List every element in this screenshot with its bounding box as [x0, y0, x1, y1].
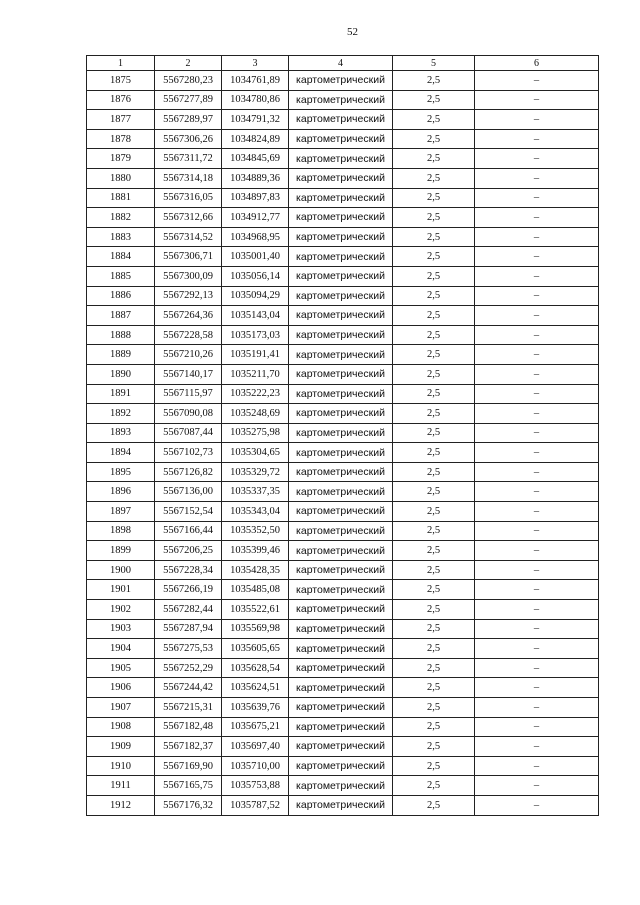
y-coordinate-cell: 1034889,36 [222, 168, 289, 188]
point-number-cell: 1906 [87, 678, 155, 698]
method-cell: картометрический [289, 580, 393, 600]
description-cell: – [475, 639, 599, 659]
description-cell: – [475, 188, 599, 208]
point-number-cell: 1902 [87, 600, 155, 620]
table-body [87, 71, 599, 816]
table-row [87, 404, 599, 424]
accuracy-cell: 2,5 [393, 404, 475, 424]
x-coordinate-cell: 5567306,71 [155, 247, 222, 267]
y-coordinate-cell: 1035624,51 [222, 678, 289, 698]
method-cell: картометрический [289, 345, 393, 365]
x-coordinate-cell: 5567228,34 [155, 560, 222, 580]
method-cell: картометрический [289, 795, 393, 815]
x-coordinate-cell: 5567300,09 [155, 266, 222, 286]
x-coordinate-cell: 5567282,44 [155, 600, 222, 620]
y-coordinate-cell: 1035675,21 [222, 717, 289, 737]
accuracy-cell: 2,5 [393, 364, 475, 384]
point-number-cell: 1910 [87, 756, 155, 776]
y-coordinate-cell: 1035605,65 [222, 639, 289, 659]
method-cell: картометрический [289, 560, 393, 580]
y-coordinate-cell: 1034968,95 [222, 227, 289, 247]
point-number-cell: 1889 [87, 345, 155, 365]
accuracy-cell: 2,5 [393, 345, 475, 365]
y-coordinate-cell: 1035485,08 [222, 580, 289, 600]
x-coordinate-cell: 5567289,97 [155, 110, 222, 130]
x-coordinate-cell: 5567206,25 [155, 541, 222, 561]
x-coordinate-cell: 5567087,44 [155, 423, 222, 443]
y-coordinate-cell: 1035710,00 [222, 756, 289, 776]
accuracy-cell: 2,5 [393, 208, 475, 228]
accuracy-cell: 2,5 [393, 110, 475, 130]
description-cell: – [475, 208, 599, 228]
accuracy-cell: 2,5 [393, 266, 475, 286]
x-coordinate-cell: 5567244,42 [155, 678, 222, 698]
accuracy-cell: 2,5 [393, 756, 475, 776]
x-coordinate-cell: 5567165,75 [155, 776, 222, 796]
point-number-cell: 1912 [87, 795, 155, 815]
table-row [87, 325, 599, 345]
method-cell: картометрический [289, 698, 393, 718]
method-cell: картометрический [289, 90, 393, 110]
accuracy-cell: 2,5 [393, 502, 475, 522]
page-number: 52 [347, 26, 358, 38]
y-coordinate-cell: 1034845,69 [222, 149, 289, 169]
description-cell: – [475, 698, 599, 718]
y-coordinate-cell: 1035337,35 [222, 482, 289, 502]
point-number-cell: 1888 [87, 325, 155, 345]
table-row [87, 678, 599, 698]
accuracy-cell: 2,5 [393, 325, 475, 345]
point-number-cell: 1882 [87, 208, 155, 228]
description-cell: – [475, 443, 599, 463]
description-cell: – [475, 717, 599, 737]
x-coordinate-cell: 5567126,82 [155, 462, 222, 482]
table-row [87, 737, 599, 757]
description-cell: – [475, 90, 599, 110]
x-coordinate-cell: 5567169,90 [155, 756, 222, 776]
y-coordinate-cell: 1035191,41 [222, 345, 289, 365]
table-row [87, 443, 599, 463]
description-cell: – [475, 325, 599, 345]
table-row [87, 541, 599, 561]
y-coordinate-cell: 1035399,46 [222, 541, 289, 561]
column-header: 1 [87, 56, 155, 71]
x-coordinate-cell: 5567311,72 [155, 149, 222, 169]
method-cell: картометрический [289, 266, 393, 286]
method-cell: картометрический [289, 678, 393, 698]
column-header: 2 [155, 56, 222, 71]
method-cell: картометрический [289, 482, 393, 502]
table-row [87, 149, 599, 169]
point-number-cell: 1881 [87, 188, 155, 208]
accuracy-cell: 2,5 [393, 247, 475, 267]
table-row [87, 717, 599, 737]
table-row [87, 560, 599, 580]
x-coordinate-cell: 5567314,52 [155, 227, 222, 247]
table-row [87, 286, 599, 306]
description-cell: – [475, 600, 599, 620]
point-number-cell: 1901 [87, 580, 155, 600]
accuracy-cell: 2,5 [393, 188, 475, 208]
method-cell: картометрический [289, 168, 393, 188]
description-cell: – [475, 482, 599, 502]
method-cell: картометрический [289, 110, 393, 130]
accuracy-cell: 2,5 [393, 600, 475, 620]
table-row [87, 658, 599, 678]
method-cell: картометрический [289, 286, 393, 306]
point-number-cell: 1883 [87, 227, 155, 247]
table-row [87, 795, 599, 815]
point-number-cell: 1892 [87, 404, 155, 424]
table-row [87, 364, 599, 384]
y-coordinate-cell: 1035248,69 [222, 404, 289, 424]
description-cell: – [475, 110, 599, 130]
description-cell: – [475, 795, 599, 815]
accuracy-cell: 2,5 [393, 639, 475, 659]
description-cell: – [475, 658, 599, 678]
x-coordinate-cell: 5567266,19 [155, 580, 222, 600]
description-cell: – [475, 678, 599, 698]
table-row [87, 580, 599, 600]
accuracy-cell: 2,5 [393, 384, 475, 404]
table-row [87, 227, 599, 247]
accuracy-cell: 2,5 [393, 698, 475, 718]
description-cell: – [475, 266, 599, 286]
accuracy-cell: 2,5 [393, 580, 475, 600]
x-coordinate-cell: 5567102,73 [155, 443, 222, 463]
method-cell: картометрический [289, 502, 393, 522]
point-number-cell: 1877 [87, 110, 155, 130]
y-coordinate-cell: 1035056,14 [222, 266, 289, 286]
y-coordinate-cell: 1035222,23 [222, 384, 289, 404]
y-coordinate-cell: 1035428,35 [222, 560, 289, 580]
description-cell: – [475, 423, 599, 443]
accuracy-cell: 2,5 [393, 737, 475, 757]
table-row [87, 345, 599, 365]
accuracy-cell: 2,5 [393, 619, 475, 639]
x-coordinate-cell: 5567292,13 [155, 286, 222, 306]
x-coordinate-cell: 5567176,32 [155, 795, 222, 815]
description-cell: – [475, 286, 599, 306]
table-row [87, 168, 599, 188]
method-cell: картометрический [289, 384, 393, 404]
table-row [87, 600, 599, 620]
method-cell: картометрический [289, 756, 393, 776]
y-coordinate-cell: 1035343,04 [222, 502, 289, 522]
x-coordinate-cell: 5567306,26 [155, 129, 222, 149]
point-number-cell: 1908 [87, 717, 155, 737]
description-cell: – [475, 71, 599, 91]
x-coordinate-cell: 5567215,31 [155, 698, 222, 718]
description-cell: – [475, 306, 599, 326]
accuracy-cell: 2,5 [393, 306, 475, 326]
table-row [87, 756, 599, 776]
table-row [87, 423, 599, 443]
table-row [87, 521, 599, 541]
y-coordinate-cell: 1035352,50 [222, 521, 289, 541]
x-coordinate-cell: 5567182,37 [155, 737, 222, 757]
table-row [87, 247, 599, 267]
description-cell: – [475, 384, 599, 404]
table-row [87, 502, 599, 522]
table-header-row [87, 56, 599, 71]
method-cell: картометрический [289, 247, 393, 267]
description-cell: – [475, 541, 599, 561]
table-row [87, 462, 599, 482]
point-number-cell: 1880 [87, 168, 155, 188]
y-coordinate-cell: 1035787,52 [222, 795, 289, 815]
description-cell: – [475, 462, 599, 482]
method-cell: картометрический [289, 404, 393, 424]
point-number-cell: 1903 [87, 619, 155, 639]
table-row [87, 208, 599, 228]
method-cell: картометрический [289, 658, 393, 678]
y-coordinate-cell: 1035211,70 [222, 364, 289, 384]
y-coordinate-cell: 1035094,29 [222, 286, 289, 306]
y-coordinate-cell: 1034897,83 [222, 188, 289, 208]
accuracy-cell: 2,5 [393, 521, 475, 541]
point-number-cell: 1911 [87, 776, 155, 796]
accuracy-cell: 2,5 [393, 423, 475, 443]
y-coordinate-cell: 1035639,76 [222, 698, 289, 718]
point-number-cell: 1897 [87, 502, 155, 522]
method-cell: картометрический [289, 188, 393, 208]
method-cell: картометрический [289, 71, 393, 91]
accuracy-cell: 2,5 [393, 286, 475, 306]
point-number-cell: 1896 [87, 482, 155, 502]
accuracy-cell: 2,5 [393, 658, 475, 678]
point-number-cell: 1887 [87, 306, 155, 326]
x-coordinate-cell: 5567314,18 [155, 168, 222, 188]
x-coordinate-cell: 5567252,29 [155, 658, 222, 678]
accuracy-cell: 2,5 [393, 560, 475, 580]
description-cell: – [475, 404, 599, 424]
accuracy-cell: 2,5 [393, 678, 475, 698]
y-coordinate-cell: 1035628,54 [222, 658, 289, 678]
method-cell: картометрический [289, 208, 393, 228]
description-cell: – [475, 149, 599, 169]
y-coordinate-cell: 1035522,61 [222, 600, 289, 620]
method-cell: картометрический [289, 521, 393, 541]
table-row [87, 776, 599, 796]
point-number-cell: 1885 [87, 266, 155, 286]
method-cell: картометрический [289, 737, 393, 757]
point-number-cell: 1890 [87, 364, 155, 384]
accuracy-cell: 2,5 [393, 717, 475, 737]
column-header: 5 [393, 56, 475, 71]
method-cell: картометрический [289, 443, 393, 463]
point-number-cell: 1893 [87, 423, 155, 443]
accuracy-cell: 2,5 [393, 90, 475, 110]
point-number-cell: 1891 [87, 384, 155, 404]
accuracy-cell: 2,5 [393, 462, 475, 482]
y-coordinate-cell: 1035001,40 [222, 247, 289, 267]
x-coordinate-cell: 5567275,53 [155, 639, 222, 659]
x-coordinate-cell: 5567228,58 [155, 325, 222, 345]
table-row [87, 71, 599, 91]
method-cell: картометрический [289, 149, 393, 169]
description-cell: – [475, 580, 599, 600]
method-cell: картометрический [289, 364, 393, 384]
point-number-cell: 1884 [87, 247, 155, 267]
x-coordinate-cell: 5567136,00 [155, 482, 222, 502]
accuracy-cell: 2,5 [393, 71, 475, 91]
x-coordinate-cell: 5567316,05 [155, 188, 222, 208]
method-cell: картометрический [289, 325, 393, 345]
description-cell: – [475, 129, 599, 149]
point-number-cell: 1909 [87, 737, 155, 757]
description-cell: – [475, 502, 599, 522]
description-cell: – [475, 521, 599, 541]
accuracy-cell: 2,5 [393, 227, 475, 247]
column-header: 3 [222, 56, 289, 71]
table-row [87, 110, 599, 130]
y-coordinate-cell: 1035173,03 [222, 325, 289, 345]
table-row [87, 306, 599, 326]
table-row [87, 619, 599, 639]
x-coordinate-cell: 5567090,08 [155, 404, 222, 424]
point-number-cell: 1879 [87, 149, 155, 169]
point-number-cell: 1894 [87, 443, 155, 463]
x-coordinate-cell: 5567166,44 [155, 521, 222, 541]
point-number-cell: 1895 [87, 462, 155, 482]
y-coordinate-cell: 1034780,86 [222, 90, 289, 110]
column-header: 6 [475, 56, 599, 71]
method-cell: картометрический [289, 717, 393, 737]
description-cell: – [475, 247, 599, 267]
y-coordinate-cell: 1034824,89 [222, 129, 289, 149]
description-cell: – [475, 756, 599, 776]
table-row [87, 639, 599, 659]
x-coordinate-cell: 5567277,89 [155, 90, 222, 110]
point-number-cell: 1898 [87, 521, 155, 541]
x-coordinate-cell: 5567287,94 [155, 619, 222, 639]
point-number-cell: 1904 [87, 639, 155, 659]
description-cell: – [475, 737, 599, 757]
y-coordinate-cell: 1035275,98 [222, 423, 289, 443]
point-number-cell: 1886 [87, 286, 155, 306]
x-coordinate-cell: 5567152,54 [155, 502, 222, 522]
y-coordinate-cell: 1035304,65 [222, 443, 289, 463]
y-coordinate-cell: 1035753,88 [222, 776, 289, 796]
description-cell: – [475, 619, 599, 639]
point-number-cell: 1876 [87, 90, 155, 110]
column-header: 4 [289, 56, 393, 71]
description-cell: – [475, 560, 599, 580]
method-cell: картометрический [289, 776, 393, 796]
point-number-cell: 1875 [87, 71, 155, 91]
x-coordinate-cell: 5567210,26 [155, 345, 222, 365]
y-coordinate-cell: 1035143,04 [222, 306, 289, 326]
table-row [87, 188, 599, 208]
description-cell: – [475, 345, 599, 365]
accuracy-cell: 2,5 [393, 149, 475, 169]
accuracy-cell: 2,5 [393, 168, 475, 188]
accuracy-cell: 2,5 [393, 129, 475, 149]
accuracy-cell: 2,5 [393, 482, 475, 502]
y-coordinate-cell: 1034912,77 [222, 208, 289, 228]
method-cell: картометрический [289, 619, 393, 639]
table-row [87, 698, 599, 718]
coordinates-table [86, 55, 599, 816]
point-number-cell: 1907 [87, 698, 155, 718]
y-coordinate-cell: 1035697,40 [222, 737, 289, 757]
x-coordinate-cell: 5567280,23 [155, 71, 222, 91]
x-coordinate-cell: 5567140,17 [155, 364, 222, 384]
table-row [87, 384, 599, 404]
method-cell: картометрический [289, 639, 393, 659]
method-cell: картометрический [289, 129, 393, 149]
y-coordinate-cell: 1034761,89 [222, 71, 289, 91]
y-coordinate-cell: 1034791,32 [222, 110, 289, 130]
point-number-cell: 1900 [87, 560, 155, 580]
method-cell: картометрический [289, 306, 393, 326]
method-cell: картометрический [289, 423, 393, 443]
method-cell: картометрический [289, 541, 393, 561]
table-row [87, 90, 599, 110]
accuracy-cell: 2,5 [393, 541, 475, 561]
accuracy-cell: 2,5 [393, 776, 475, 796]
accuracy-cell: 2,5 [393, 795, 475, 815]
description-cell: – [475, 776, 599, 796]
description-cell: – [475, 227, 599, 247]
table-row [87, 129, 599, 149]
accuracy-cell: 2,5 [393, 443, 475, 463]
table-row [87, 482, 599, 502]
method-cell: картометрический [289, 227, 393, 247]
point-number-cell: 1878 [87, 129, 155, 149]
x-coordinate-cell: 5567264,36 [155, 306, 222, 326]
point-number-cell: 1899 [87, 541, 155, 561]
x-coordinate-cell: 5567312,66 [155, 208, 222, 228]
method-cell: картометрический [289, 462, 393, 482]
point-number-cell: 1905 [87, 658, 155, 678]
description-cell: – [475, 168, 599, 188]
table-row [87, 266, 599, 286]
method-cell: картометрический [289, 600, 393, 620]
x-coordinate-cell: 5567182,48 [155, 717, 222, 737]
description-cell: – [475, 364, 599, 384]
y-coordinate-cell: 1035329,72 [222, 462, 289, 482]
y-coordinate-cell: 1035569,98 [222, 619, 289, 639]
x-coordinate-cell: 5567115,97 [155, 384, 222, 404]
